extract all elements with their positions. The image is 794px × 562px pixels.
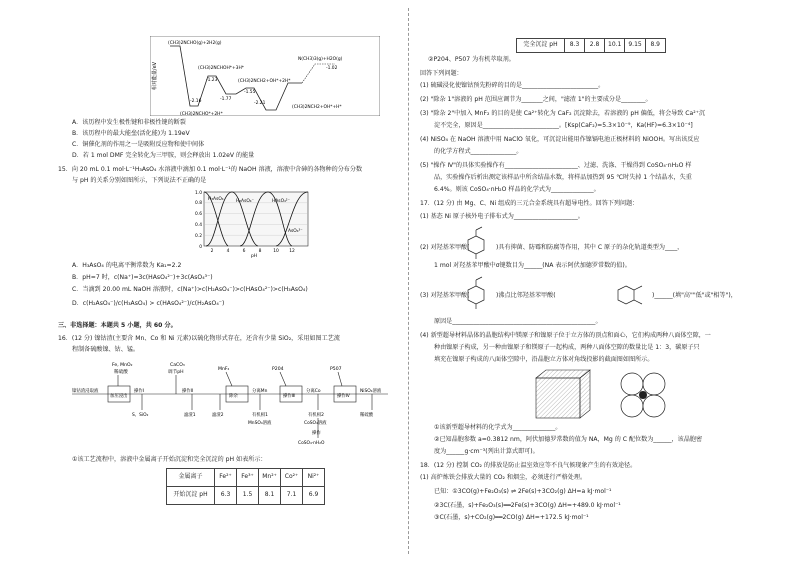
table-cell: 10.1 bbox=[605, 39, 625, 53]
q15-stem-2: 与 pH 的关系分别如图所示，下列说法不正确的是 bbox=[72, 177, 207, 184]
q17-q2-part-a: (2) 对羟基苯甲酸( bbox=[420, 244, 470, 251]
energy-level-2: (CH3)2NCHOH*+3H* bbox=[198, 66, 244, 71]
flow-step-8: 分离Co bbox=[306, 389, 321, 394]
flow-bottom-8: CoSO₄溶液 bbox=[304, 421, 327, 426]
projection-diagram bbox=[616, 368, 672, 420]
q17-q2-part-c: 1 mol 对羟基苯甲酸中σ键数目为______(NA 表示阿伏加德罗常数的值)。 bbox=[434, 262, 631, 269]
x-axis-label: pH bbox=[250, 254, 258, 258]
energy-level-5: (CH3)2NCH2+OH*+H* bbox=[292, 105, 342, 110]
chart-label-h3aso4: H₃AsO₄ bbox=[208, 197, 224, 202]
flow-bottom-1: S、SiO₂ bbox=[132, 413, 149, 418]
q16-question-5c: 6.4%。则该 CoSO₄·nH₂O 样品的化学式为______________。 bbox=[434, 186, 600, 193]
energy-level-4: (CH3)2NCH2+OH*+2H* bbox=[238, 79, 291, 84]
column-divider bbox=[408, 8, 409, 554]
x-tick-4: 10 bbox=[273, 249, 279, 254]
ortho-hydroxybenzoic-acid-structure bbox=[616, 280, 650, 308]
ion-ph-table bbox=[166, 468, 325, 505]
q17-q1: (1) 基态 Ni 原子核外电子排布式为_____________________。 bbox=[420, 213, 584, 220]
chart-label-haso4: HAsO₄²⁻ bbox=[272, 199, 290, 204]
table-cell: 开始沉淀 pH bbox=[167, 487, 215, 505]
y-tick-5: 1.0 bbox=[195, 191, 202, 196]
q15-option-b: B．pH=7 时，c(Na⁺)=3c(HAsO₄²⁻)+3c(AsO₄³⁻) bbox=[72, 274, 213, 281]
flow-step-5: 除杂 bbox=[229, 394, 238, 399]
flow-reagent-2b: 调节pH bbox=[168, 370, 184, 375]
q18-stem: 18．(12 分) 控制 CO₂ 的排放是防止温室效应等不良气候现象产生的有效途径。 bbox=[420, 462, 637, 469]
y-tick-2: 0.4 bbox=[195, 223, 202, 228]
ion-ph-table-continued bbox=[516, 38, 666, 53]
table-cell: 8.3 bbox=[565, 39, 585, 53]
table-cell: 6.3 bbox=[215, 487, 237, 505]
q15-option-a: A．H₃AsO₄ 的电离平衡常数为 Ka₁=2.2 bbox=[72, 262, 182, 269]
q16-note-1: ①该工艺流程中，溶液中金属离子开始沉淀和完全沉淀的 pH 如表所示： bbox=[72, 456, 267, 463]
flow-bottom-3: 滤渣2 bbox=[212, 413, 224, 418]
table-cell: 7.1 bbox=[281, 487, 303, 505]
energy-value-1: -2.16 bbox=[190, 99, 202, 104]
q14-option-b: B．该历程中的最大能垒(活化能)为 1.19eV bbox=[72, 130, 190, 137]
table-cell: 9.15 bbox=[625, 39, 645, 53]
flow-reagent-3: MnF₂ bbox=[218, 367, 230, 372]
chart-label-h2aso4: H₂AsO₄⁻ bbox=[236, 199, 254, 204]
q18-eq2: ②3C(石墨，s)+Fe₂O₃(s)══2Fe(s)+3CO(g) ΔH=+489.0 kJ·mol⁻¹ bbox=[434, 502, 621, 509]
table-cell: 8.9 bbox=[645, 39, 665, 53]
q17-q4-line-1: (4) 新型超导材料晶体的晶胞结构中镁原子和镍原子位于立方体的顶点和面心，它们构成两种八面体空隙，一 bbox=[420, 332, 711, 339]
q17-q2-part-b: )具有抑菌、防霉和防腐等作用，其中 C 原子的杂化轨道类型为____， bbox=[496, 244, 684, 251]
q14-option-a: A．该历程中发生极性键和非极性键的断裂 bbox=[72, 119, 186, 126]
energy-ylabel: 相对能量/eV bbox=[152, 61, 158, 91]
flow-step-3: 操作Ⅰ bbox=[134, 389, 145, 394]
q16-stem-1: 16．(12 分) 镍钴渣(主要含 Mn、Co 和 Ni 元素)以硫化物形式存在，还含有少量 SiO₂，采用如图工艺流 bbox=[58, 335, 340, 342]
y-tick-1: 0.2 bbox=[195, 234, 202, 239]
q16-note-2: ②P204、P507 为有机萃取剂。 bbox=[428, 56, 515, 63]
energy-value-5: -2.21 bbox=[254, 101, 266, 106]
flow-bottom-5: 有机相2 bbox=[308, 413, 324, 418]
q17-q4-sub-2: ②已知晶胞参数 a=0.3812 nm，阿伏加德罗常数的值为 NA，Mg 的 C 配位数为______，该晶胞密 bbox=[434, 436, 703, 443]
flow-step-7: 操作Ⅲ bbox=[283, 394, 295, 399]
q15-distribution-chart bbox=[188, 188, 316, 258]
x-tick-2: 6 bbox=[242, 249, 246, 254]
energy-value-2: -1.23 bbox=[206, 78, 218, 83]
left-column bbox=[58, 0, 396, 562]
q16-answer-intro: 回答下列问题： bbox=[420, 70, 463, 77]
flow-bottom-10: CoSO₄·nH₂O bbox=[298, 441, 325, 446]
para-hydroxybenzoic-acid-structure bbox=[464, 226, 494, 262]
q16-question-3b: 淀不完全，原因是_________________________。[Ksp(CaF₂)=5.3×10⁻⁹，Ka(HF)=6.3×10⁻⁴] bbox=[434, 122, 693, 129]
flow-bottom-6: 稀硫酸 bbox=[360, 413, 374, 418]
flow-bottom-2: 滤渣1 bbox=[184, 413, 196, 418]
x-tick-5: 12 bbox=[289, 249, 295, 254]
table-cell: Mn²⁺ bbox=[259, 469, 281, 487]
para-hydroxybenzoic-acid-structure-2 bbox=[464, 276, 494, 312]
q18-q1: (1) 高炉炼铁会排放大量的 CO₂ 和烟尘，必须进行严格处理。 bbox=[420, 474, 587, 481]
x-tick-3: 8 bbox=[258, 249, 262, 254]
q14-option-d: D．若 1 mol DMF 完全转化为三甲胺，则会释放出 1.02eV 的能量 bbox=[72, 152, 255, 159]
table-cell: 完全沉淀 pH bbox=[517, 39, 565, 53]
table-row bbox=[167, 469, 325, 487]
energy-level-1: (CH3)2NCHO*+2H* bbox=[180, 112, 223, 116]
flow-bottom-4: 有机相1 bbox=[252, 413, 268, 418]
table-cell: 8.1 bbox=[259, 487, 281, 505]
q15-option-d: D．c(H₂AsO₄⁻)/c(H₃AsO₄) > c(HAsO₄²⁻)/c(H₂AsO₄⁻) bbox=[72, 300, 225, 307]
flow-reagent-1b: 稀硫酸 bbox=[114, 370, 128, 375]
flow-bottom-7: MnSO₄溶液 bbox=[248, 421, 272, 426]
x-tick-0: 2 bbox=[210, 249, 214, 254]
energy-value-6: -1.02 bbox=[326, 66, 338, 71]
energy-level-6: N(CH3)3(g)+H2O(g) bbox=[298, 57, 343, 62]
table-cell: 1.5 bbox=[237, 487, 259, 505]
y-tick-4: 0.8 bbox=[195, 201, 202, 206]
flow-bottom-9: 操作 bbox=[312, 431, 321, 436]
energy-level-0: (CH3)2NCHO(g)+2H2(g) bbox=[168, 41, 222, 46]
energy-diagram bbox=[150, 36, 380, 116]
energy-value-3: -1.77 bbox=[220, 97, 232, 102]
q17-q3-part-c: )______(填"高""低"或"相等")， bbox=[652, 292, 737, 299]
flow-reagent-4: P204 bbox=[272, 367, 284, 372]
flow-step-9: 操作Ⅳ bbox=[337, 394, 350, 399]
table-cell: 2.8 bbox=[585, 39, 605, 53]
q15-stem-1: 15．向 20 mL 0.1 mol·L⁻¹H₃AsO₄ 水溶液中滴加 0.1 mol·L⁻¹的 NaOH 溶液，溶液中含砷的各物种的分布分数 bbox=[58, 166, 363, 173]
table-cell: Fe²⁺ bbox=[215, 469, 237, 487]
q18-given-eq1: 已知：①3CO(g)+Fe₂O₃(s) ⇌ 2Fe(s)+3CO₂(g) ΔH=a kJ·mol⁻¹ bbox=[434, 488, 612, 495]
flow-step-4: 操作Ⅱ bbox=[182, 389, 193, 394]
table-cell: Fe³⁺ bbox=[237, 469, 259, 487]
q17-q4-sub-1: ①该新型超导材料的化学式为______________。 bbox=[434, 424, 562, 431]
unit-cell-diagram bbox=[530, 368, 596, 420]
q14-option-c: C．铜催化剂的作用之一是吸附反应物和使中间体 bbox=[72, 141, 205, 148]
table-cell: 6.9 bbox=[303, 487, 325, 505]
y-tick-0: 0 bbox=[199, 245, 202, 250]
q16-flow-chart bbox=[72, 358, 392, 448]
q17-q3-part-b: )沸点比邻羟基苯甲酸( bbox=[496, 292, 556, 299]
q17-q4-line-3: 填充在镍原子构成的八面体空隙中，沿晶胞立方体对角线投影的截面图如图所示。 bbox=[434, 356, 654, 363]
q18-eq3: ③C(石墨，s)+CO₂(g)══2CO(g) ΔH=+172.5 kJ·mol⁻¹ bbox=[434, 514, 589, 521]
table-cell: 金属离子 bbox=[167, 469, 215, 487]
q17-q3-part-a: (3) 对羟基苯甲酸( bbox=[420, 292, 470, 299]
q16-question-2: (2) "除杂 1"溶液的 pH 范围应调节为_______之间，"滤渣 1"的主要成分是________。 bbox=[420, 96, 652, 103]
q16-question-1: (1) 硫磺浸化使镍钴预先粉碎的目的是_________________________。 bbox=[420, 82, 605, 89]
table-row bbox=[517, 39, 666, 53]
section-3-heading: 三、非选择题：本题共 5 小题，共 60 分。 bbox=[58, 322, 177, 329]
energy-value-4: -1.55 bbox=[244, 90, 256, 95]
flow-reagent-2: CaCO₃ bbox=[170, 363, 185, 368]
q15-option-c: C．当滴到 20.00 mL NaOH 溶液时，c(Na⁺)>c(H₂AsO₄⁻)>c(HAsO₄²⁻)>c(H₃AsO₄) bbox=[72, 286, 308, 293]
q16-question-5a: (5) "操作 Ⅳ"的具体实验操作有________________________、过滤、洗涤、干燥得到 CoSO₄·nH₂O 样 bbox=[420, 162, 692, 169]
flow-reagent-1: Fe, MnO₂ bbox=[112, 363, 133, 368]
table-cell: Ni²⁺ bbox=[303, 469, 325, 487]
flow-step-6: 分离Mn bbox=[252, 389, 268, 394]
q17-q3-part-d: 原因是_______________________________________________。 bbox=[434, 318, 602, 325]
q17-stem: 17．(12 分) 由 Mg、C、Ni 组成的三元合金系统具有超导电性。回答下列问题： bbox=[420, 200, 639, 207]
q17-q4-line-2: 种由镍原子构成，另一种由镍原子和镁原子一起构成，两种八面体空隙的数量比是 1：3，碳原子只 bbox=[434, 344, 700, 351]
q16-question-3a: (3) "除杂 2"中加入 MnF₂ 的目的是使 Ca²⁺转化为 CaF₂ 沉淀除去，若溶液的 pH 偏低，将会导致 Ca²⁺沉 bbox=[420, 110, 706, 117]
q16-question-4a: (4) NiSO₄ 在 NaOH 溶液中用 NaClO 氧化，可沉淀出能用作镍镉电池正极材料的 NiOOH。写出该反应 bbox=[420, 136, 700, 143]
right-column bbox=[420, 0, 740, 562]
flow-step-1: 镍钴渣浸取液 bbox=[72, 389, 99, 394]
q16-question-5b: 品，实验操作后析出测定该样品中所含结晶水数，将样品加热到 95 ℃时失掉 1 个结晶水，失重 bbox=[434, 174, 692, 181]
flow-step-10: NiSO₄溶液 bbox=[360, 389, 382, 394]
flow-step-2: 加压浸出 bbox=[110, 394, 128, 399]
q16-question-4b: 的化学方程式_______________。 bbox=[434, 148, 523, 155]
chart-label-aso4: AsO₄³⁻ bbox=[288, 229, 303, 234]
x-tick-1: 4 bbox=[226, 249, 230, 254]
q17-q4-sub-3: 度为______g·cm⁻³(列出计算式即可)。 bbox=[434, 448, 539, 455]
q16-stem-2: 程制备硫酸镍、钴、锰。 bbox=[72, 346, 140, 353]
table-row bbox=[167, 487, 325, 505]
y-tick-3: 0.6 bbox=[195, 212, 202, 217]
flow-reagent-5: P507 bbox=[330, 367, 342, 372]
table-cell: Co²⁺ bbox=[281, 469, 303, 487]
